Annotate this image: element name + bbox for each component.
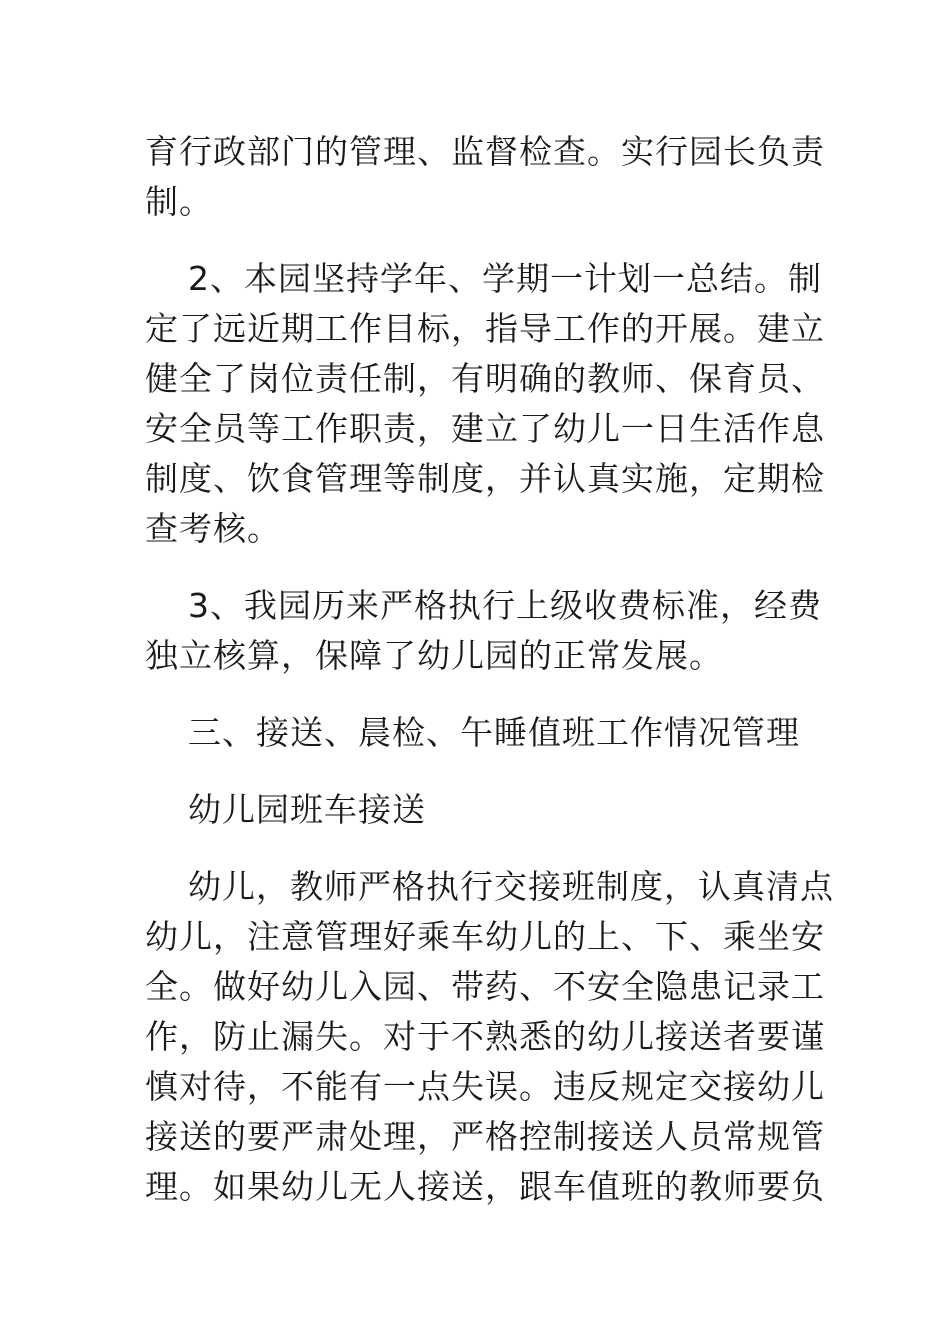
text-line: 慎对待，不能有一点失误。违反规定交接幼儿 xyxy=(145,1067,825,1106)
subsection-heading: 幼儿园班车接送 xyxy=(188,790,426,829)
text-line: 育行政部门的管理、监督检查。实行园长负责 xyxy=(145,132,825,171)
text-line: 全。做好幼儿入园、带药、不安全隐患记录工 xyxy=(145,967,825,1006)
text-line: 制。 xyxy=(145,182,213,221)
text-line: 作，防止漏失。对于不熟悉的幼儿接送者要谨 xyxy=(145,1017,825,1056)
text-line: 幼儿，注意管理好乘车幼儿的上、下、乘坐安 xyxy=(145,917,825,956)
paragraph-2-line: 2、本园坚持学年、学期一计划一总结。制 xyxy=(188,259,822,298)
text-line: 健全了岗位责任制，有明确的教师、保育员、 xyxy=(145,359,825,398)
text-line: 查考核。 xyxy=(145,509,281,548)
paragraph-line: 幼儿，教师严格执行交接班制度，认真清点 xyxy=(188,867,834,906)
text-line: 安全员等工作职责，建立了幼儿一日生活作息 xyxy=(145,409,825,448)
paragraph-3-line: 3、我园历来严格执行上级收费标准，经费 xyxy=(188,586,822,625)
text-line: 独立核算，保障了幼儿园的正常发展。 xyxy=(145,636,723,675)
text-line: 理。如果幼儿无人接送，跟车值班的教师要负 xyxy=(145,1167,825,1206)
text-line: 接送的要严肃处理，严格控制接送人员常规管 xyxy=(145,1117,825,1156)
text-line: 制度、饮食管理等制度，并认真实施，定期检 xyxy=(145,459,825,498)
text-line: 定了远近期工作目标，指导工作的开展。建立 xyxy=(145,309,825,348)
section-heading: 三、接送、晨检、午睡值班工作情况管理 xyxy=(188,713,800,752)
